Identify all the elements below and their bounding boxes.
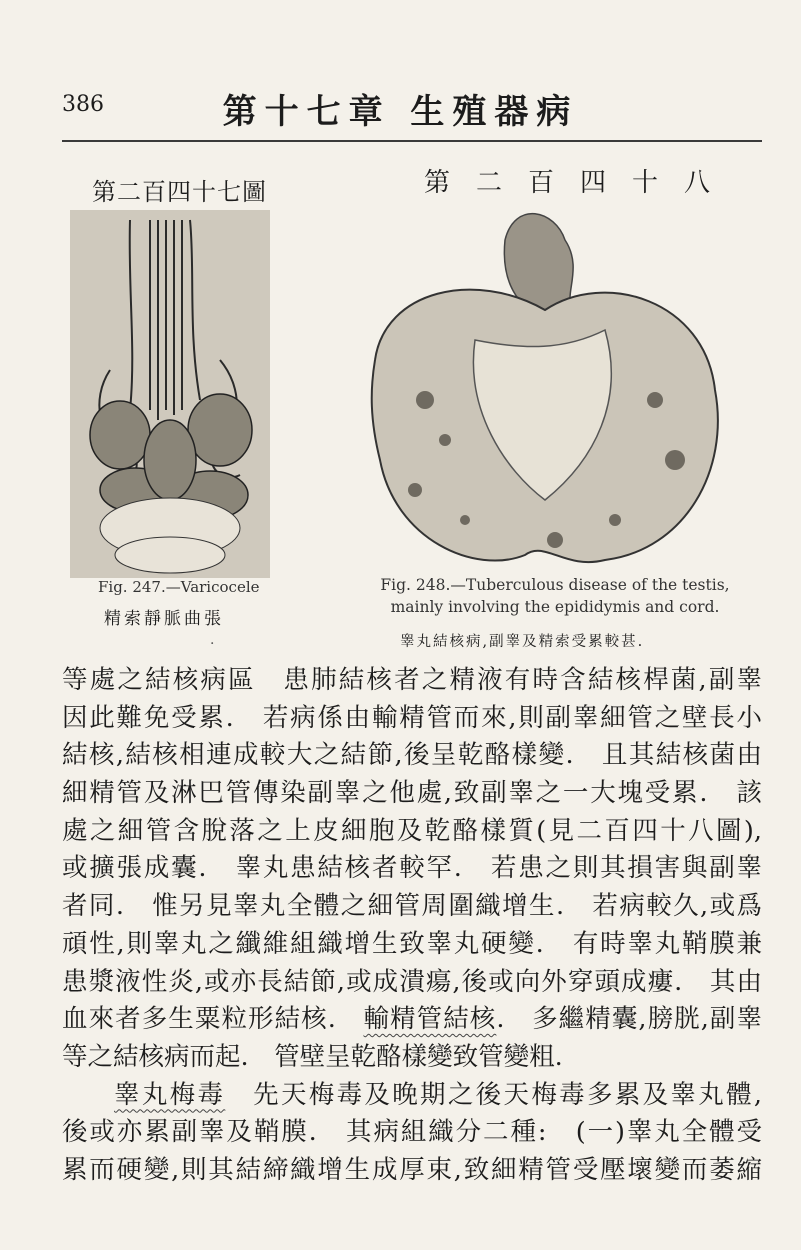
body-line: 處之細管含脫落之上皮細胞及乾酪樣質(見二百四十八圖),	[62, 815, 762, 846]
body-line: 者同. 惟另見睾丸全體之細管周圍織增生. 若病較久,或爲	[62, 891, 762, 922]
body-line: 結核,結核相連成較大之結節,後呈乾酪樣變. 且其結核菌由	[62, 740, 762, 771]
body-line: 累而硬變,則其結締織增生成厚束,致細精管受壓壞變而萎縮	[62, 1154, 762, 1185]
figure-248-title: 第二百四十八	[423, 168, 736, 198]
figure-248-caption-en-line2: mainly involving the epididymis and cord.	[390, 598, 720, 616]
body-line: 細精管及淋巴管傳染副睾之他處,致副睾之一大塊受累. 該	[62, 778, 762, 809]
header-rule	[62, 140, 762, 142]
section-term-vas-deferens-tuberculosis: 輸精管結核	[363, 1004, 497, 1035]
body-text-run: 先天梅毒及晚期之後天梅毒多累及睾丸體,	[225, 1079, 762, 1110]
body-line	[62, 1001, 762, 1039]
figure-247-caption-zh: 精索靜脈曲張	[104, 609, 224, 629]
figure-247-caption-en: Fig. 247.—Varicocele	[98, 578, 260, 596]
body-text-run: . 多繼精囊,膀胱,副睾	[496, 1004, 762, 1035]
page-number: 386	[62, 92, 104, 117]
body-text-run: 血來者多生粟粒形結核.	[62, 1004, 364, 1035]
body-line: 等之結核病而起. 管壁呈乾酪樣變致管變粗.	[62, 1041, 563, 1072]
figure-248-caption-zh: 睾丸結核病,副睾及精索受累較甚.	[400, 634, 645, 650]
body-line: 後或亦累副睾及鞘膜. 其病組織分二種: (一)睾丸全體受	[62, 1117, 762, 1148]
running-head: 第十七章 生殖器病	[222, 92, 579, 132]
figure-248-tuberculous-testis-illustration	[355, 200, 735, 578]
figure-247-title: 第二百四十七圖	[92, 178, 267, 206]
body-line: 頑性,則睾丸之纖維組織增生致睾丸硬變. 有時睾丸鞘膜兼	[62, 928, 762, 959]
figure-248-caption-en-line1: Fig. 248.—Tuberculous disease of the testis,	[380, 576, 730, 594]
figure-247-varicocele-illustration	[70, 210, 270, 578]
figure-248-caption-en	[355, 574, 755, 618]
caption-dot: ·	[210, 636, 215, 652]
body-line: 因此難免受累. 若病係由輸精管而來,則副睾細管之壁長小	[62, 702, 762, 733]
body-line: 等處之結核病區 患肺結核者之精液有時含結核桿菌,副睾	[62, 665, 762, 695]
body-line: 患漿液性炎,或亦長結節,或成潰瘍,後或向外穿頭成瘻. 其由	[62, 966, 762, 997]
section-term-testis-syphilis: 睾丸梅毒	[114, 1079, 226, 1110]
body-text	[62, 662, 762, 1190]
body-line: 或擴張成囊. 睾丸患結核者較罕. 若患之則其損害與副睾	[62, 853, 762, 884]
body-line	[62, 1077, 762, 1115]
